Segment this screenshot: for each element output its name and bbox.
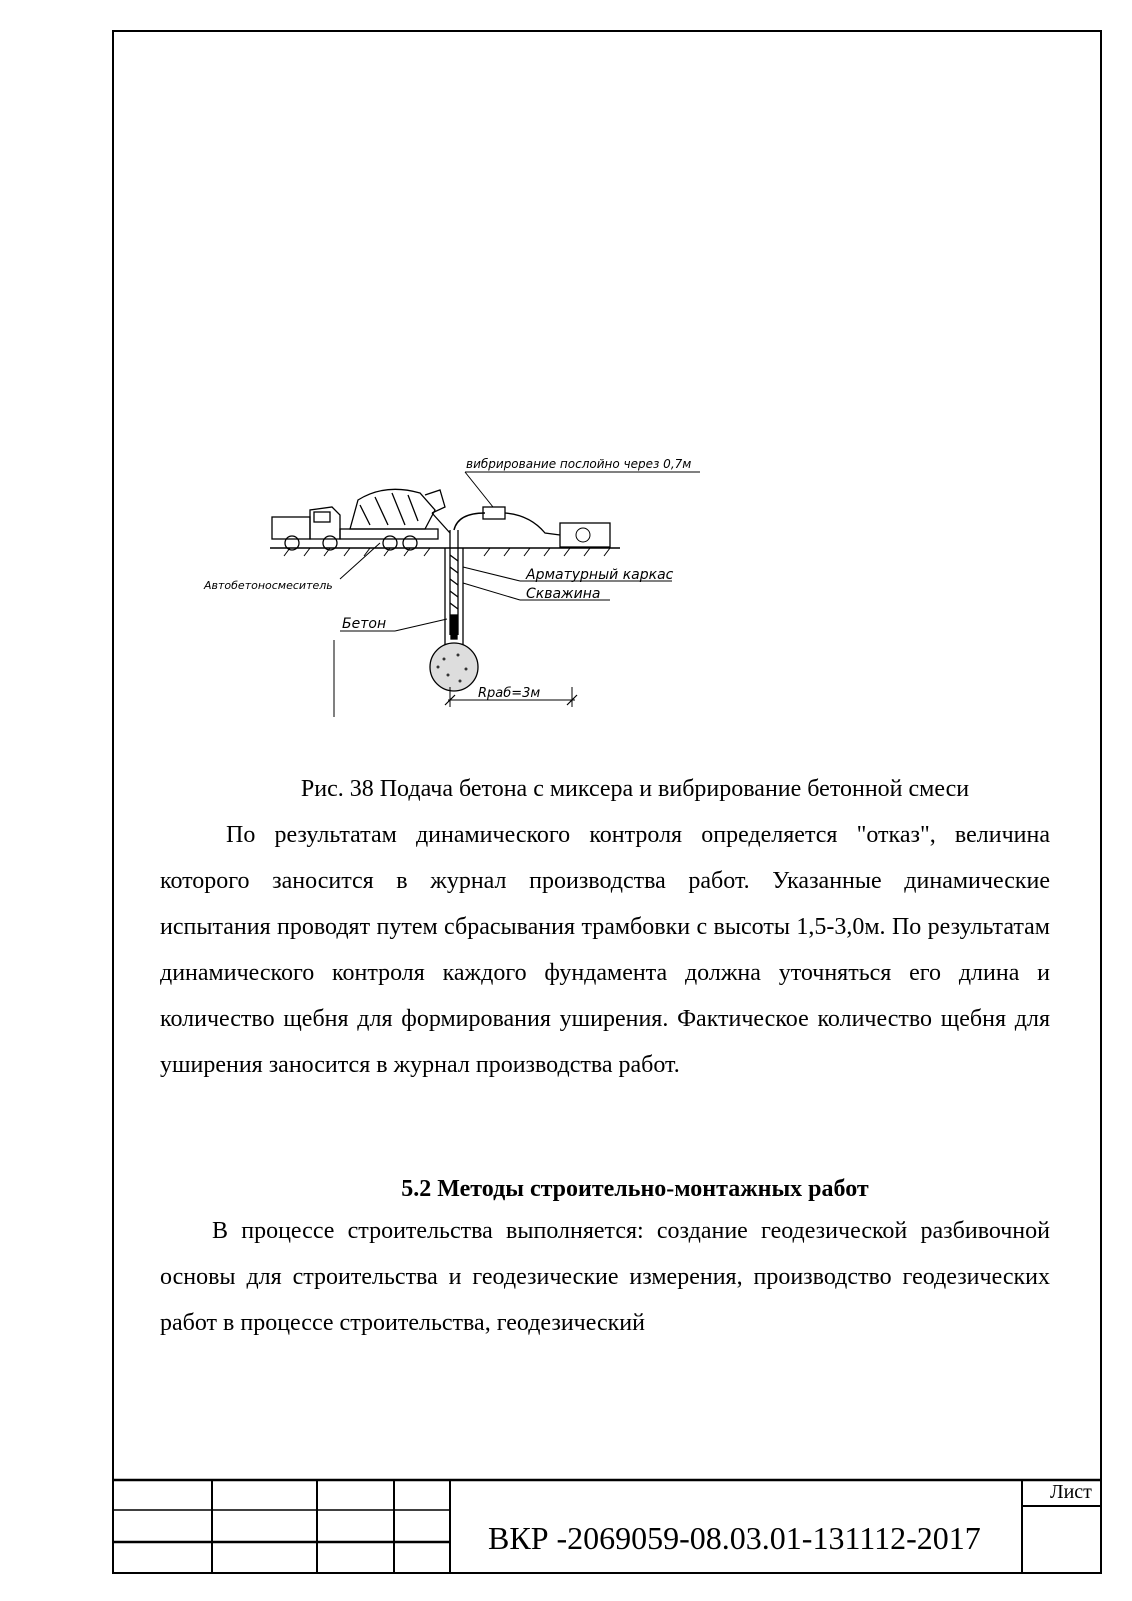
label-truck: Автобетоносмеситель — [204, 579, 333, 592]
label-radius: Rраб=3м — [478, 686, 541, 701]
section-heading: 5.2 Методы строительно-монтажных работ — [401, 1176, 869, 1202]
sheet-label: Лист — [1050, 1481, 1092, 1503]
mixer-truck-icon — [272, 489, 450, 550]
document-number: ВКР -2069059-08.03.01-131112-2017 — [488, 1520, 981, 1556]
concrete-feeding-diagram — [200, 455, 720, 735]
vibrator-control-box — [560, 523, 610, 547]
label-concrete: Бетон — [342, 616, 387, 632]
label-well: Скважина — [526, 586, 601, 602]
figure-caption: Рис. 38 Подача бетона с миксера и вибрирование бетонной смеси — [300, 776, 970, 802]
paragraph-dynamic-control: По результатам динамического контроля определяется "отказ", величина которого заносится в журнал производства работ. Указанные динамические испытания проводят путем сбрасывания трамбовки с высоты 1,5-3,0м. По результатам динамического контроля каждого фундамента должна уточняться его длина и количество щебня для формирования уширения. Фактическое количество щебня для уширения заносится в журнал производства работ. — [160, 822, 1050, 1078]
paragraph-construction-process: В процессе строительства выполняется: создание геодезической разбивочной основы для строительства и геодезические измерения, производство геодезических работ в процессе строительства, геодезический — [160, 1218, 1050, 1336]
label-rebar: Арматурный каркас — [526, 567, 674, 583]
label-vibration: вибрирование послойно через 0,7м — [466, 457, 692, 471]
